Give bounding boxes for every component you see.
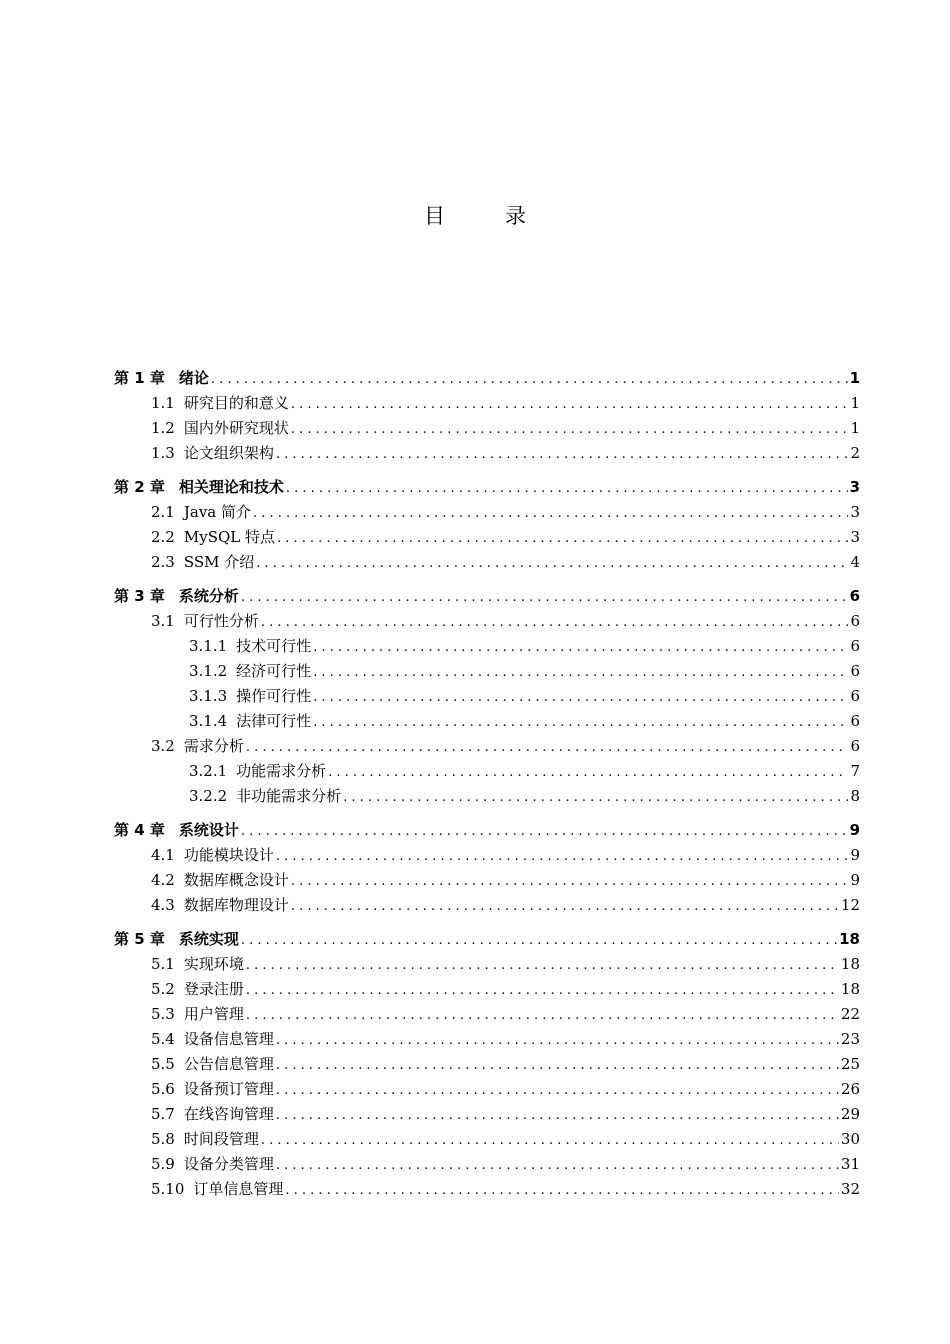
toc-entry-section[interactable] [114,952,860,977]
toc-page-number: 1 [850,419,860,437]
toc-page-number: 6 [850,637,860,655]
toc-entry-title: MySQL 特点 [183,528,275,546]
toc-entry-number: 2.1 [151,503,175,521]
toc-entry-title: 需求分析 [183,737,244,755]
toc-page-number: 4 [850,553,860,571]
toc-entry-section[interactable] [114,441,860,466]
toc-entry-title: 公告信息管理 [183,1055,274,1073]
toc-dot-leader [313,685,848,710]
toc-entry-number: 第 3 章 [114,587,165,605]
toc-page-number: 26 [840,1080,860,1098]
toc-page-number: 1 [849,369,860,387]
toc-entry-section[interactable] [114,1002,860,1027]
toc-entry-number: 5.9 [151,1155,175,1173]
toc-entry-title: 操作可行性 [236,687,312,705]
toc-entry-section[interactable] [114,550,860,575]
toc-page-number: 18 [839,930,860,948]
toc-entry-sub[interactable] [114,784,860,809]
toc-page-number: 12 [840,896,860,914]
toc-entry-number: 5.4 [151,1030,175,1048]
toc-entry-title: 设备分类管理 [183,1155,274,1173]
toc-entry-number: 3.1.2 [189,662,228,680]
toc-entry-chapter[interactable] [114,475,860,500]
toc-entry-title: 技术可行性 [236,637,312,655]
toc-dot-leader [241,585,848,610]
toc-entry-section[interactable] [114,1027,860,1052]
toc-entry-number: 1.2 [151,419,175,437]
toc-entry-title: 订单信息管理 [193,1180,284,1198]
toc-dot-leader [276,844,849,869]
toc-entry-number: 第 4 章 [114,821,165,839]
toc-dot-leader [211,367,848,392]
toc-entry-number: 1.1 [151,394,175,412]
toc-entry-section[interactable] [114,525,860,550]
toc-dot-leader [291,869,849,894]
toc-page-number: 6 [849,587,860,605]
toc-entry-section[interactable] [114,868,860,893]
toc-page-number: 7 [850,762,860,780]
toc-dot-leader [246,953,839,978]
toc-entry-chapter[interactable] [114,584,860,609]
toc-entry-sub[interactable] [114,659,860,684]
toc-entry-number: 5.7 [151,1105,175,1123]
toc-entry-title: 时间段管理 [183,1130,259,1148]
toc-entry-number: 5.2 [151,980,175,998]
toc-dot-leader [241,928,837,953]
toc-entry-section[interactable] [114,893,860,918]
toc-entry-title: 论文组织架构 [183,444,274,462]
toc-entry-number: 3.2.2 [189,787,228,805]
toc-entry-number: 5.8 [151,1130,175,1148]
toc-dot-leader [246,735,849,760]
toc-entry-title: 系统分析 [178,587,239,605]
toc-heading [0,200,950,230]
toc-dot-leader [253,501,848,526]
toc-dot-leader [313,710,848,735]
toc-entry-number: 4.2 [151,871,175,889]
toc-entry-title: 设备信息管理 [183,1030,274,1048]
toc-entry-title: 功能模块设计 [183,846,274,864]
toc-page-number: 3 [849,478,860,496]
toc-entry-sub[interactable] [114,759,860,784]
toc-entry-number: 5.3 [151,1005,175,1023]
toc-dot-leader [313,660,848,685]
toc-page-number: 18 [840,980,860,998]
toc-dot-leader [276,1103,839,1128]
toc-dot-leader [246,978,839,1003]
toc-entry-section[interactable] [114,416,860,441]
toc-dot-leader [291,894,839,919]
toc-page-number: 31 [840,1155,860,1173]
toc-dot-leader [328,760,848,785]
toc-entry-section[interactable] [114,1052,860,1077]
toc-entry-section[interactable] [114,391,860,416]
toc-page-number: 3 [850,528,860,546]
toc-page-number: 2 [850,444,860,462]
toc-page-number: 9 [850,871,860,889]
toc-entry-section[interactable] [114,1177,860,1202]
toc-entry-title: SSM 介绍 [183,553,255,571]
toc-entry-title: 非功能需求分析 [236,787,342,805]
toc-page-number: 3 [850,503,860,521]
toc-page-number: 25 [840,1055,860,1073]
toc-page-number: 30 [840,1130,860,1148]
toc-entry-number: 5.5 [151,1055,175,1073]
toc-entry-title: 经济可行性 [236,662,312,680]
toc-entry-title: 相关理论和技术 [178,478,284,496]
toc-dot-leader [261,1128,839,1153]
toc-dot-leader [276,1153,839,1178]
toc-entry-chapter[interactable] [114,366,860,391]
toc-entry-title: 法律可行性 [236,712,312,730]
toc-dot-leader [256,551,848,576]
toc-entry-title: 实现环境 [183,955,244,973]
toc-dot-leader [276,1078,839,1103]
toc-page-number: 23 [840,1030,860,1048]
toc-dot-leader [276,442,849,467]
toc-entry-sub[interactable] [114,634,860,659]
toc-page-number: 18 [840,955,860,973]
toc-entry-number: 3.1.4 [189,712,228,730]
toc-entry-title: 国内外研究现状 [183,419,289,437]
toc-entry-number: 4.1 [151,846,175,864]
toc-dot-leader [261,610,849,635]
toc-page-number: 6 [850,612,860,630]
toc-entry-section[interactable] [114,500,860,525]
toc-dot-leader [286,476,848,501]
toc-entry-section[interactable] [114,1077,860,1102]
toc-entry-number: 3.1.1 [189,637,228,655]
toc-entry-title: 设备预订管理 [183,1080,274,1098]
toc-entry-sub[interactable] [114,709,860,734]
toc-entry-section[interactable] [114,1102,860,1127]
toc-entry-number: 第 1 章 [114,369,165,387]
toc-dot-leader [241,819,848,844]
toc-entry-number: 2.2 [151,528,175,546]
toc-entry-title: 用户管理 [183,1005,244,1023]
toc-entry-number: 第 2 章 [114,478,165,496]
toc-entry-chapter[interactable] [114,927,860,952]
toc-entry-title: 可行性分析 [183,612,259,630]
toc-entry-sub[interactable] [114,684,860,709]
toc-entry-title: 功能需求分析 [236,762,327,780]
toc-entry-number: 3.2 [151,737,175,755]
toc-page-number: 1 [850,394,860,412]
table-of-contents [114,366,860,1202]
toc-page-number: 6 [850,737,860,755]
toc-page-number: 32 [840,1180,860,1198]
toc-heading-char: 目 [424,204,445,228]
toc-dot-leader [276,1053,839,1078]
toc-entry-title: 研究目的和意义 [183,394,289,412]
toc-entry-title: 登录注册 [183,980,244,998]
toc-entry-number: 1.3 [151,444,175,462]
toc-entry-title: 数据库概念设计 [183,871,289,889]
toc-entry-number: 2.3 [151,553,175,571]
toc-dot-leader [246,1003,839,1028]
toc-entry-section[interactable] [114,1127,860,1152]
toc-entry-number: 3.1 [151,612,175,630]
toc-page-number: 6 [850,687,860,705]
toc-entry-number: 5.10 [151,1180,185,1198]
toc-entry-section[interactable] [114,1152,860,1177]
toc-entry-number: 3.1.3 [189,687,228,705]
toc-dot-leader [276,1028,839,1053]
toc-dot-leader [313,635,848,660]
toc-heading-char: 录 [505,204,526,228]
toc-entry-title: Java 简介 [183,503,252,521]
toc-entry-chapter[interactable] [114,818,860,843]
toc-page-number: 6 [850,712,860,730]
toc-entry-title: 系统实现 [178,930,239,948]
toc-page-number: 9 [850,846,860,864]
toc-dot-leader [285,1178,838,1203]
toc-page-number: 29 [840,1105,860,1123]
toc-dot-leader [291,392,849,417]
toc-page-number: 8 [850,787,860,805]
toc-entry-number: 4.3 [151,896,175,914]
toc-entry-section[interactable] [114,843,860,868]
toc-dot-leader [291,417,849,442]
toc-entry-number: 5.1 [151,955,175,973]
toc-entry-title: 绪论 [178,369,209,387]
toc-entry-number: 3.2.1 [189,762,228,780]
toc-entry-section[interactable] [114,734,860,759]
toc-dot-leader [343,785,848,810]
toc-entry-title: 在线咨询管理 [183,1105,274,1123]
toc-page-number: 9 [849,821,860,839]
toc-entry-section[interactable] [114,609,860,634]
toc-entry-title: 系统设计 [178,821,239,839]
toc-page-number: 22 [840,1005,860,1023]
toc-page-number: 6 [850,662,860,680]
toc-entry-number: 5.6 [151,1080,175,1098]
toc-dot-leader [277,526,848,551]
toc-entry-title: 数据库物理设计 [183,896,289,914]
toc-entry-section[interactable] [114,977,860,1002]
toc-entry-number: 第 5 章 [114,930,165,948]
